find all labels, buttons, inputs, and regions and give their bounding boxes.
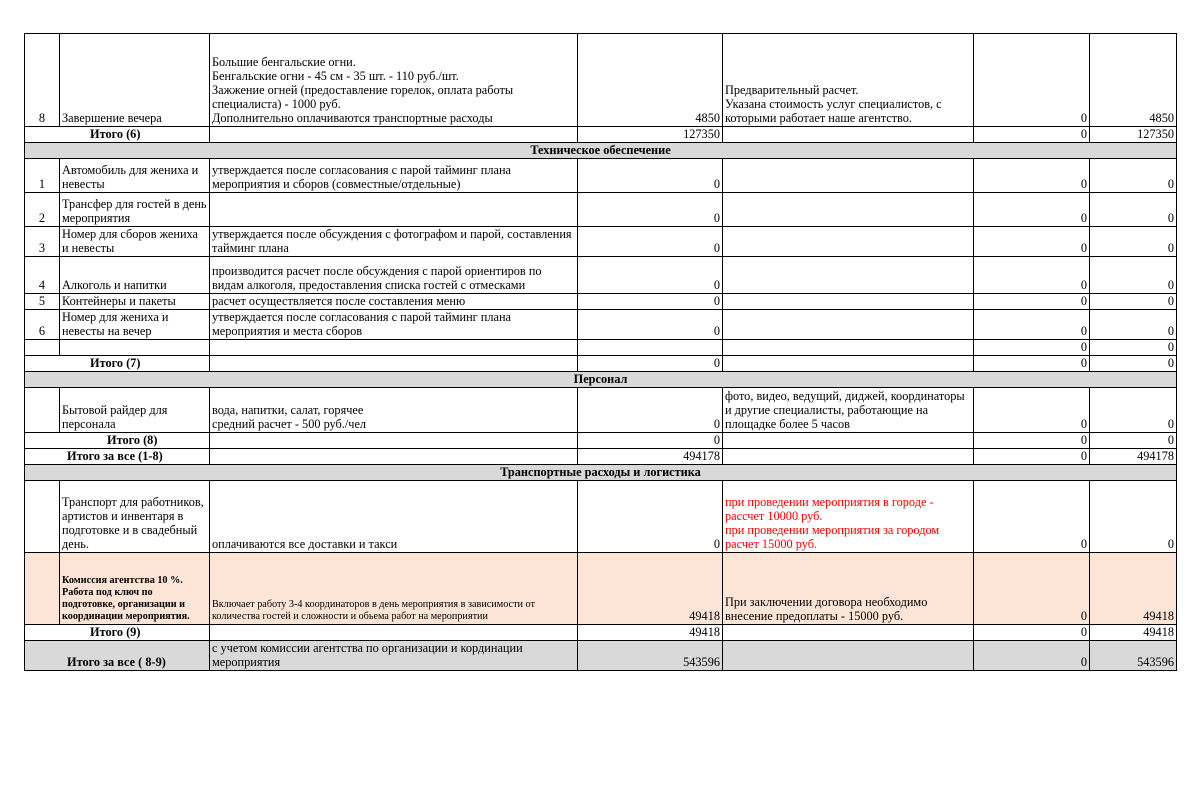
section-title: Транспортные расходы и логистика: [25, 465, 1177, 481]
table-row-evening-end: [25, 34, 1177, 127]
item-remaining: 0: [1090, 481, 1177, 553]
item-paid: 0: [974, 159, 1090, 193]
subtotal-label: Итого (8): [25, 433, 210, 449]
item-remaining: 0: [1090, 310, 1177, 340]
empty-cell: [723, 257, 974, 294]
subtotal-remaining: 127350: [1090, 127, 1177, 143]
item-name: Бытовой райдер для персонала: [60, 388, 210, 433]
item-paid: 0: [974, 481, 1090, 553]
empty-cell: [723, 127, 974, 143]
item-remaining: 0: [1090, 388, 1177, 433]
item-note: Предварительный расчет. Указана стоимость услуг специалистов, с которыми работает наше агентство.: [723, 34, 974, 127]
subtotal-paid: 0: [974, 356, 1090, 372]
grand-total-paid: 0: [974, 641, 1090, 671]
row-number: 8: [25, 34, 60, 127]
item-paid: 0: [974, 310, 1090, 340]
table-row-transport: [25, 481, 1177, 553]
item-name: Номер для сборов жениха и невесты: [60, 227, 210, 257]
row-number: 5: [25, 294, 60, 310]
section-title: Техническое обеспечение: [25, 143, 1177, 159]
item-amount: 49418: [578, 553, 723, 625]
empty-cell: [210, 433, 578, 449]
item-description: производится расчет после обсуждения с парой ориентиров по видам алкоголя, предоставления списка гостей с отмесками: [210, 257, 578, 294]
grand-total-label: Итого за все ( 8-9): [25, 641, 210, 671]
empty-cell: [723, 356, 974, 372]
item-note: фото, видео, ведущий, диджей, координаторы и другие специалисты, работающие на площадке более 5 часов: [723, 388, 974, 433]
item-name: Трансфер для гостей в день мероприятия: [60, 193, 210, 227]
table-row-rider: [25, 388, 1177, 433]
section-header-staff: [25, 372, 1177, 388]
row-number: 4: [25, 257, 60, 294]
item-description: расчет осуществляется после составления меню: [210, 294, 578, 310]
item-paid: 0: [974, 388, 1090, 433]
subtotal-amount: 49418: [578, 625, 723, 641]
item-amount: 0: [578, 294, 723, 310]
item-paid: 0: [974, 227, 1090, 257]
item-name: Контейнеры и пакеты: [60, 294, 210, 310]
item-name: Автомобиль для жениха и невесты: [60, 159, 210, 193]
empty-cell: [210, 127, 578, 143]
subtotal-label: Итого (7): [25, 356, 210, 372]
table-row-car: [25, 159, 1177, 193]
item-description: оплачиваются все доставки и такси: [210, 481, 578, 553]
item-remaining: 0: [1090, 257, 1177, 294]
item-description: Включает работу 3-4 координаторов в день мероприятия в зависимости от количества гостей и сложности и обьема работ на мероприятии: [210, 553, 578, 625]
subtotal-remaining: 0: [1090, 356, 1177, 372]
item-paid: 0: [974, 193, 1090, 227]
table-row-commission: [25, 553, 1177, 625]
empty-cell: [25, 340, 60, 356]
item-description: утверждается после согласования с парой тайминг плана мероприятия и сборов (совместные/отдельные): [210, 159, 578, 193]
item-amount: 0: [578, 193, 723, 227]
subtotal-paid: 0: [974, 127, 1090, 143]
grand-total-description: с учетом комиссии агентства по организации и кординации мероприятия: [210, 641, 578, 671]
item-note: при проведении мероприятия в городе - рассчет 10000 руб. при проведении мероприятия за городом расчет 15000 руб.: [723, 481, 974, 553]
subtotal-label: Итого (6): [25, 127, 210, 143]
empty-cell: [578, 340, 723, 356]
item-name: Комиссия агентства 10 %. Работа под ключ по подготовке, организации и координации мероприятия.: [60, 553, 210, 625]
grand-total-amount: 543596: [578, 641, 723, 671]
subtotal-amount: 127350: [578, 127, 723, 143]
table-row-blank: [25, 340, 1177, 356]
subtotal-label: Итого (9): [25, 625, 210, 641]
empty-cell: [723, 340, 974, 356]
empty-cell: [723, 227, 974, 257]
empty-cell: [210, 193, 578, 227]
item-paid: 0: [974, 257, 1090, 294]
item-amount: 0: [578, 257, 723, 294]
empty-cell: [60, 340, 210, 356]
item-name: Алкоголь и напитки: [60, 257, 210, 294]
row-number: 2: [25, 193, 60, 227]
item-description: утверждается после обсуждения с фотографом и парой, составления тайминг плана: [210, 227, 578, 257]
item-amount: 4850: [578, 34, 723, 127]
item-paid: 0: [974, 34, 1090, 127]
subtotal-paid: 0: [974, 433, 1090, 449]
item-name: Транспорт для работников, артистов и инвентаря в подготовке и в свадебный день.: [60, 481, 210, 553]
item-paid: 0: [974, 294, 1090, 310]
subtotal-remaining: 49418: [1090, 625, 1177, 641]
subtotal-row-9: [25, 625, 1177, 641]
empty-cell: [723, 641, 974, 671]
item-amount: 0: [578, 159, 723, 193]
budget-table: [24, 33, 1177, 671]
table-row-containers: [25, 294, 1177, 310]
empty-cell: [723, 433, 974, 449]
empty-cell: [723, 310, 974, 340]
empty-cell: [210, 340, 578, 356]
item-amount: 0: [578, 481, 723, 553]
section-title: Персонал: [25, 372, 1177, 388]
total-remaining: 494178: [1090, 449, 1177, 465]
table-row-alcohol: [25, 257, 1177, 294]
empty-cell: [723, 449, 974, 465]
item-note: При заключении договора необходимо внесение предоплаты - 15000 руб.: [723, 553, 974, 625]
subtotal-row-8: [25, 433, 1177, 449]
empty-cell: [723, 625, 974, 641]
item-paid: 0: [974, 553, 1090, 625]
item-amount: 0: [578, 310, 723, 340]
subtotal-row-7: [25, 356, 1177, 372]
empty-cell: [723, 294, 974, 310]
row-number: 6: [25, 310, 60, 340]
empty-cell: [25, 553, 60, 625]
empty-cell: [723, 193, 974, 227]
item-paid: 0: [974, 340, 1090, 356]
subtotal-remaining: 0: [1090, 433, 1177, 449]
item-remaining: 0: [1090, 227, 1177, 257]
item-remaining: 0: [1090, 340, 1177, 356]
subtotal-amount: 0: [578, 433, 723, 449]
item-name: Завершение вечера: [60, 34, 210, 127]
empty-cell: [25, 481, 60, 553]
subtotal-paid: 0: [974, 625, 1090, 641]
item-remaining: 0: [1090, 193, 1177, 227]
item-amount: 0: [578, 227, 723, 257]
item-remaining: 0: [1090, 159, 1177, 193]
row-number: 1: [25, 159, 60, 193]
section-header-transport: [25, 465, 1177, 481]
item-description: утверждается после согласования с парой тайминг плана мероприятия и места сборов: [210, 310, 578, 340]
empty-cell: [210, 449, 578, 465]
item-description: Большие бенгальские огни. Бенгальские огни - 45 см - 35 шт. - 110 руб./шт. Зажжение огней (предоставление горелок, оплата работы специалиста) - 1000 руб. Дополнительно оплачиваются транспортные расходы: [210, 34, 578, 127]
table-row-room-evening: [25, 310, 1177, 340]
total-label: Итого за все (1-8): [25, 449, 210, 465]
total-paid: 0: [974, 449, 1090, 465]
row-number: 3: [25, 227, 60, 257]
table-row-transfer: [25, 193, 1177, 227]
empty-cell: [210, 356, 578, 372]
empty-cell: [723, 159, 974, 193]
item-name: Номер для жениха и невесты на вечер: [60, 310, 210, 340]
table-row-room-prep: [25, 227, 1177, 257]
total-amount: 494178: [578, 449, 723, 465]
item-remaining: 4850: [1090, 34, 1177, 127]
subtotal-row-6: [25, 127, 1177, 143]
empty-cell: [210, 625, 578, 641]
empty-cell: [25, 388, 60, 433]
grand-total-row: [25, 641, 1177, 671]
item-remaining: 0: [1090, 294, 1177, 310]
grand-total-remaining: 543596: [1090, 641, 1177, 671]
item-amount: 0: [578, 388, 723, 433]
total-row-1-8: [25, 449, 1177, 465]
item-description: вода, напитки, салат, горячее средний расчет - 500 руб./чел: [210, 388, 578, 433]
subtotal-amount: 0: [578, 356, 723, 372]
section-header-tech: [25, 143, 1177, 159]
item-remaining: 49418: [1090, 553, 1177, 625]
